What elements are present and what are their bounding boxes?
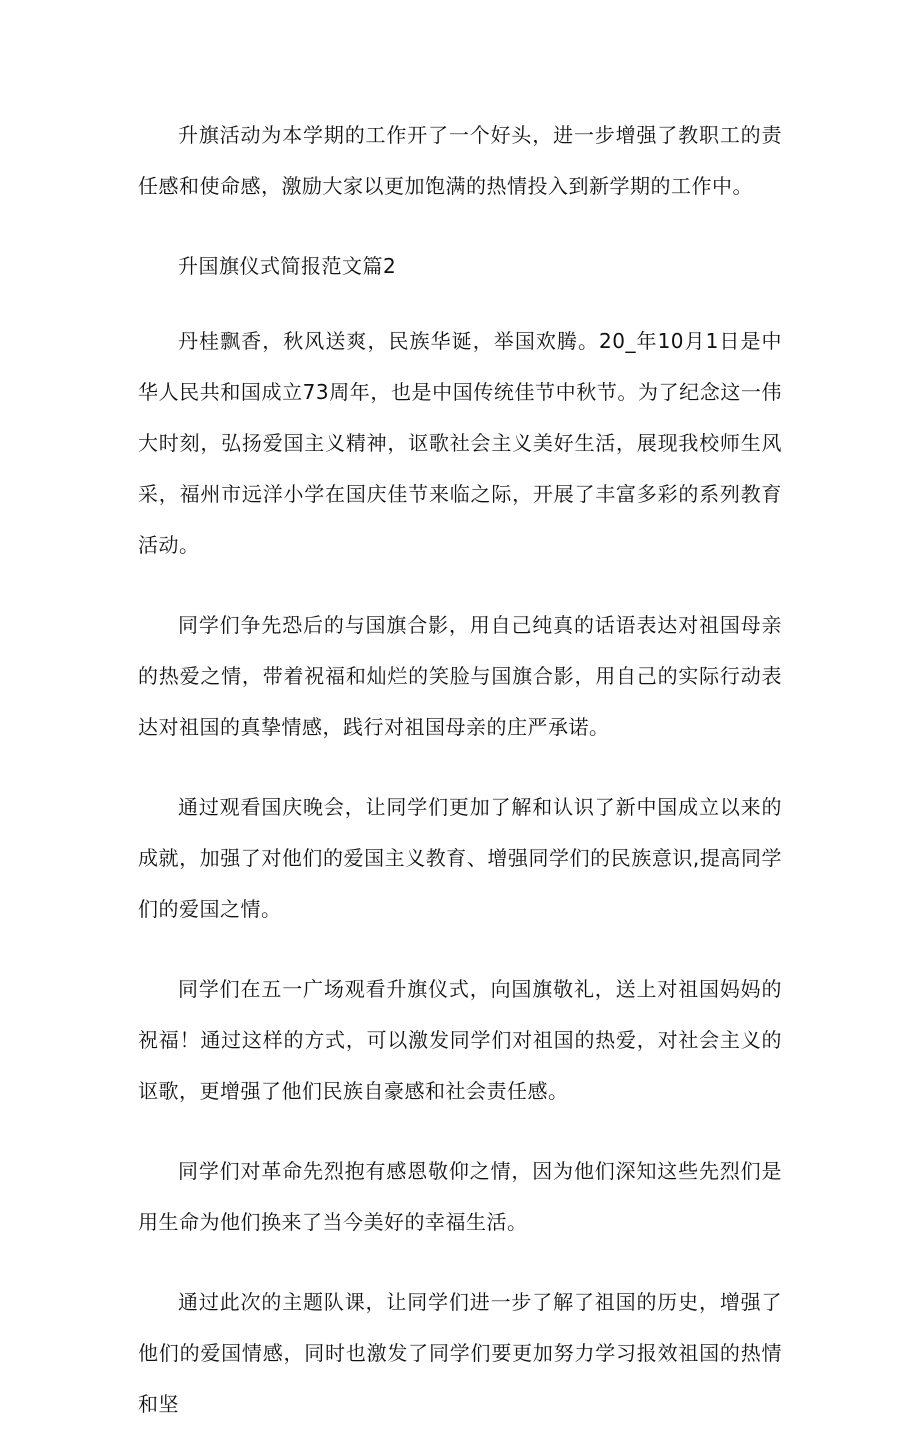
section-heading: 升国旗仪式简报范文篇2 (178, 254, 397, 278)
paragraph-2: 丹桂飘香，秋风送爽，民族华诞，举国欢腾。20_年10月1日是中华人民共和国成立73周年，也是中国传统佳节中秋节。为了纪念这一伟大时刻，弘扬爱国主义精神，讴歌社会主义美好生活，展现我校师生风采，福州市远洋小学在国庆佳节来临之际，开展了丰富多彩的系列教育活动。 (138, 329, 782, 557)
paragraph-7: 通过此次的主题队课，让同学们进一步了解了祖国的历史，增强了他们的爱国情感，同时也激发了同学们要更加努力学习报效祖国的热情和坚 (138, 1290, 782, 1416)
paragraph-6: 同学们对革命先烈抱有感恩敬仰之情，因为他们深知这些先烈们是用生命为他们换来了当今美好的幸福生活。 (138, 1159, 782, 1234)
paragraph-5: 同学们在五一广场观看升旗仪式，向国旗敬礼，送上对祖国妈妈的祝福！通过这样的方式，可以激发同学们对祖国的热爱，对社会主义的讴歌，更增强了他们民族自豪感和社会责任感。 (138, 977, 782, 1103)
paragraph-3: 同学们争先恐后的与国旗合影，用自己纯真的话语表达对祖国母亲的热爱之情，带着祝福和灿烂的笑脸与国旗合影，用自己的实际行动表达对祖国的真挚情感，践行对祖国母亲的庄严承诺。 (138, 613, 782, 739)
paragraph-4: 通过观看国庆晚会，让同学们更加了解和认识了新中国成立以来的成就，加强了对他们的爱国主义教育、增强同学们的民族意识,提高同学们的爱国之情。 (138, 795, 782, 921)
paragraph-1: 升旗活动为本学期的工作开了一个好头，进一步增强了教职工的责任感和使命感，激励大家以更加饱满的热情投入到新学期的工作中。 (138, 123, 782, 198)
